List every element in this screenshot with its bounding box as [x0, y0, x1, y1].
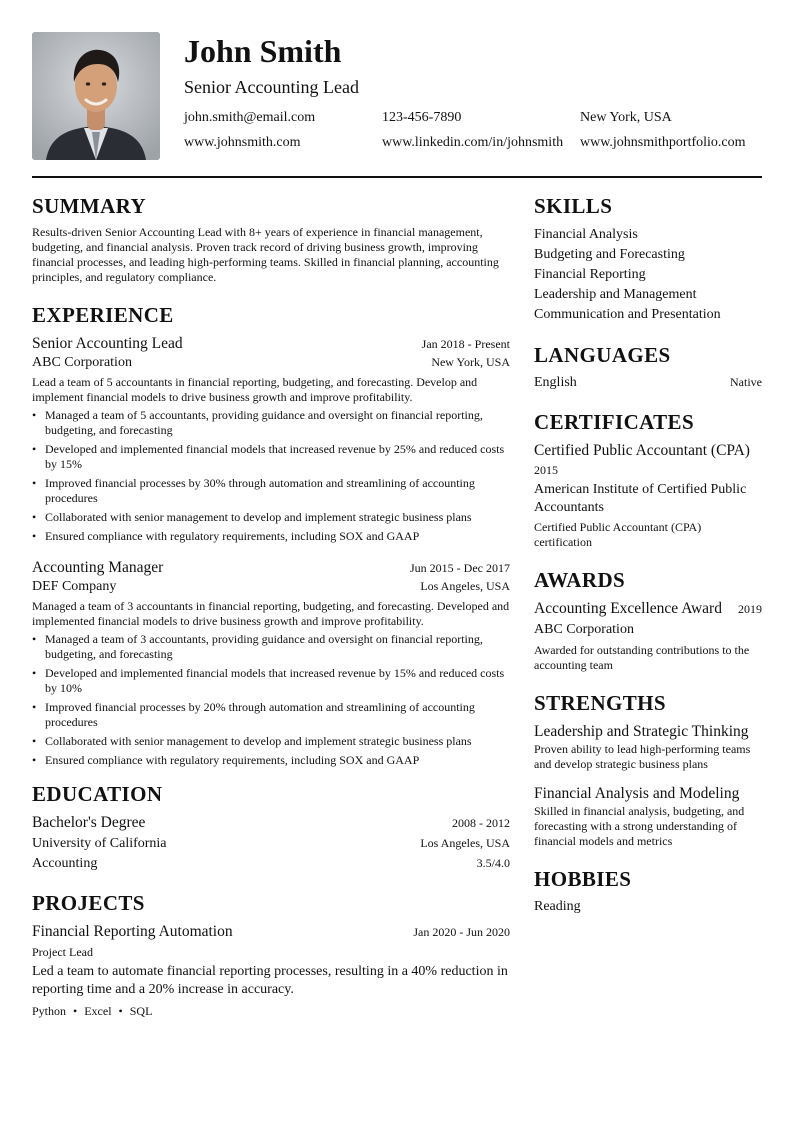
list-item: • Managed a team of 5 accountants, providing guidance and oversight on financial reporting, budgeting, and forecasting: [32, 408, 510, 438]
education-gpa: 3.5/4.0: [476, 856, 510, 870]
skill-item: Financial Reporting: [534, 267, 646, 282]
job-dates: Jan 2018 - Present: [421, 337, 510, 351]
job-title: Accounting Manager: [32, 559, 164, 576]
tag-separator: •: [118, 1004, 123, 1018]
tag-separator: •: [73, 1004, 78, 1018]
languages-section: [534, 343, 762, 392]
contact-info: [184, 109, 762, 152]
skill-item: Budgeting and Forecasting: [534, 247, 685, 262]
summary-section: [32, 194, 510, 285]
header-divider: [32, 176, 762, 178]
strength-description: Proven ability to lead high-performing teams and develop strategic business plans: [534, 742, 751, 771]
job-description: Managed a team of 3 accountants in financial reporting, budgeting, and forecasting. Developed and implemented financial models to drive business growth and improve profitability.: [32, 599, 510, 628]
strength-name: Financial Analysis and Modeling: [534, 785, 740, 802]
project-name: Financial Reporting Automation: [32, 923, 233, 940]
strength-name: Leadership and Strategic Thinking: [534, 723, 749, 740]
award-year: 2019: [738, 602, 762, 616]
job-company: DEF Company: [32, 579, 117, 594]
candidate-title: Senior Accounting Lead: [184, 77, 359, 97]
contact-phone: 123-456-7890: [382, 110, 462, 125]
list-item: • Improved financial processes by 30% through automation and streamlining of accounting procedures: [32, 476, 510, 506]
list-item: • Managed a team of 3 accountants, providing guidance and oversight on financial reporting, budgeting, and forecasting: [32, 632, 510, 662]
job-bullets: [32, 408, 510, 544]
skills-heading: SKILLS: [534, 194, 613, 218]
languages-heading: LANGUAGES: [534, 343, 671, 367]
summary-text: Results-driven Senior Accounting Lead with 8+ years of experience in financial management, budgeting, and financial analysis. Proven track record of driving business growth, improving financial processes, and leading high-performing teams. Skilled in financial planning, accounting principles, and regulatory compliance.: [32, 225, 499, 284]
job-location: Los Angeles, USA: [420, 579, 510, 593]
projects-section: [32, 891, 510, 1019]
skills-section: [534, 194, 762, 325]
job-dates: Jun 2015 - Dec 2017: [410, 561, 510, 575]
contact-website[interactable]: www.johnsmith.com: [184, 135, 301, 150]
education-dates: 2008 - 2012: [452, 816, 510, 830]
resume-header: [32, 32, 762, 160]
contact-linkedin[interactable]: www.linkedin.com/in/johnsmith: [382, 135, 564, 150]
education-school: University of California: [32, 836, 167, 851]
certificates-section: [534, 410, 762, 550]
skill-item: Financial Analysis: [534, 227, 638, 242]
job-entry: [32, 334, 510, 544]
awards-section: [534, 568, 762, 673]
candidate-name: John Smith: [184, 33, 342, 69]
project-tag: SQL: [129, 1004, 153, 1018]
list-item: • Collaborated with senior management to develop and implement strategic business plans: [32, 510, 510, 525]
hobbies-heading: HOBBIES: [534, 867, 632, 891]
contact-portfolio[interactable]: www.johnsmithportfolio.com: [580, 135, 746, 150]
list-item: • Improved financial processes by 20% through automation and streamlining of accounting procedures: [32, 700, 510, 730]
projects-heading: PROJECTS: [32, 891, 145, 915]
award-issuer: ABC Corporation: [534, 622, 634, 637]
project-tags: [32, 1004, 510, 1019]
certificate-issuer: American Institute of Certified Public Accountants: [534, 482, 747, 515]
project-tag: Excel: [84, 1004, 112, 1018]
education-heading: EDUCATION: [32, 782, 163, 806]
language-name: English: [534, 375, 577, 390]
job-description: Lead a team of 5 accountants in financial reporting, budgeting, and forecasting. Develop and implement financial models to drive business growth and improve profitability.: [32, 375, 478, 404]
hobbies-section: [534, 867, 762, 916]
certificate-name: Certified Public Accountant (CPA): [534, 442, 750, 459]
awards-heading: AWARDS: [534, 568, 626, 592]
job-location: New York, USA: [431, 355, 510, 369]
experience-section: [32, 303, 510, 768]
job-company: ABC Corporation: [32, 355, 132, 370]
certificates-heading: CERTIFICATES: [534, 410, 695, 434]
award-name: Accounting Excellence Award: [534, 600, 722, 617]
certificate-year: 2015: [534, 463, 558, 477]
skill-item: Communication and Presentation: [534, 307, 721, 322]
job-title: Senior Accounting Lead: [32, 335, 183, 352]
job-bullets: [32, 632, 510, 768]
project-role: Project Lead: [32, 945, 93, 959]
language-level: Native: [730, 375, 762, 389]
project-tag: Python: [32, 1004, 67, 1018]
list-item: • Developed and implemented financial models that increased revenue by 15% and reduced costs by 10%: [32, 666, 510, 696]
project-description: Led a team to automate financial reporting processes, resulting in a 40% reduction in reporting time and a 20% increase in accuracy.: [32, 964, 508, 997]
education-field: Accounting: [32, 856, 98, 871]
list-item: • Developed and implemented financial models that increased revenue by 25% and reduced costs by 15%: [32, 442, 510, 472]
certificate-description: Certified Public Accountant (CPA) certification: [534, 520, 702, 549]
main-column: [32, 194, 510, 1037]
education-location: Los Angeles, USA: [420, 836, 510, 850]
award-description: Awarded for outstanding contributions to the accounting team: [534, 643, 750, 672]
side-column: [534, 194, 762, 934]
experience-heading: EXPERIENCE: [32, 303, 174, 327]
job-entry: [32, 558, 510, 768]
strength-description: Skilled in financial analysis, budgeting, and forecasting with a strong understanding of financial models and metrics: [534, 804, 745, 848]
contact-location: New York, USA: [580, 110, 672, 125]
list-item: • Collaborated with senior management to develop and implement strategic business plans: [32, 734, 510, 749]
profile-photo: [32, 32, 160, 160]
strengths-section: [534, 691, 762, 849]
list-item: • Ensured compliance with regulatory requirements, including SOX and GAAP: [32, 753, 510, 768]
project-dates: Jan 2020 - Jun 2020: [413, 925, 510, 939]
strengths-heading: STRENGTHS: [534, 691, 666, 715]
contact-email[interactable]: john.smith@email.com: [184, 110, 316, 125]
summary-heading: SUMMARY: [32, 194, 147, 218]
list-item: • Ensured compliance with regulatory requirements, including SOX and GAAP: [32, 529, 510, 544]
skill-item: Leadership and Management: [534, 287, 697, 302]
education-degree: Bachelor's Degree: [32, 814, 146, 831]
education-section: [32, 782, 510, 873]
hobby-item: Reading: [534, 899, 581, 914]
